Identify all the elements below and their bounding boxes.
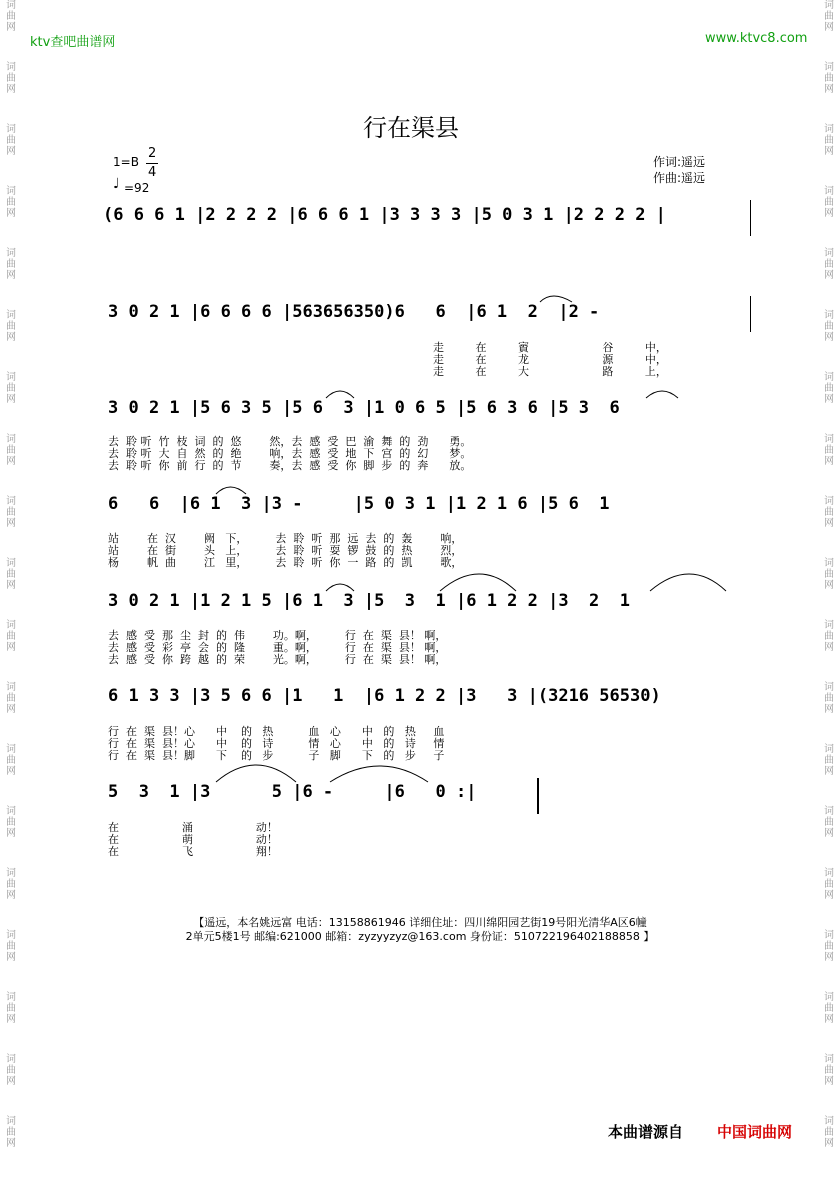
watermark-char: 网 [824, 1076, 834, 1087]
watermark-char: 网 [6, 518, 16, 529]
author-contact-footer: 【遥远，本名姚远富 电话：13158861946 详细住址：四川绵阳园艺街19号阳光清华A区6幢 2单元5楼1号 邮编:621000 邮箱：zyzyyzyz@163.com 身份证：510722196402188858 】 [185, 916, 655, 943]
watermark-char: 曲 [824, 259, 834, 270]
watermark-char: 网 [824, 146, 834, 157]
lyrics-block-1: 走 在 賨 谷 中， 走 在 龙 源 中， 走 在 大 路 上， [433, 341, 667, 378]
watermark-char: 网 [824, 890, 834, 901]
lyrics-block-6: 在 涌 动！ 在 萌 动！ 在 飞 翔！ [108, 821, 278, 858]
watermark-char: 词 [824, 744, 834, 755]
watermark-char: 曲 [6, 1065, 16, 1076]
watermark-char: 词 [824, 434, 834, 445]
watermark-char: 曲 [6, 631, 16, 642]
score-row-2: 3 0 2 1 |6 6 6 6 |563656350)6 6 |6 1 2 |2 - [108, 302, 600, 322]
lyricist-credit: 作词:遥远 [653, 155, 706, 169]
watermark-char: 网 [824, 456, 834, 467]
composer-credit: 作曲:遥远 [653, 171, 706, 185]
watermark-char: 曲 [824, 73, 834, 84]
watermark-char: 网 [824, 642, 834, 653]
watermark-char: 曲 [6, 383, 16, 394]
watermark-char: 网 [6, 1138, 16, 1149]
watermark-char: 网 [824, 208, 834, 219]
watermark-char: 曲 [6, 693, 16, 704]
watermark-char: 词 [824, 682, 834, 693]
watermark-char: 词 [6, 1054, 16, 1065]
watermark-char: 曲 [6, 73, 16, 84]
site-url-right[interactable]: www.ktvc8.com [705, 31, 808, 46]
slur [326, 584, 354, 591]
watermark-char: 词 [6, 930, 16, 941]
score-row-1: (6 6 6 1 |2 2 2 2 |6 6 6 1 |3 3 3 3 |5 0 3 1 |2 2 2 2 | [103, 205, 666, 225]
watermark-char: 网 [824, 332, 834, 343]
watermark-char: 曲 [6, 1003, 16, 1014]
watermark-char: 词 [824, 186, 834, 197]
watermark-char: 曲 [824, 1127, 834, 1138]
watermark-char: 词 [824, 496, 834, 507]
watermark-char: 词 [6, 434, 16, 445]
watermark-char: 曲 [824, 383, 834, 394]
score-row-7: 5 3 1 |3 5 |6 - |6 0 :| [108, 782, 477, 802]
time-signature-top: 2 [148, 146, 157, 161]
lyrics-block-3: 站 在 汉 阙 下， 去 聆 听 那 远 去 的 轰 响， 站 在 街 头 上， 去 聆 听 耍 锣 鼓 的 热 烈， 杨 帆 曲 江 里， 去 聆 听 你 一 路 的 凯 歌， [108, 532, 463, 569]
watermark-char: 曲 [824, 569, 834, 580]
watermark-char: 曲 [6, 135, 16, 146]
watermark-char: 词 [824, 868, 834, 879]
watermark-char: 曲 [824, 507, 834, 518]
watermark-char: 词 [824, 992, 834, 1003]
watermark-char: 词 [824, 806, 834, 817]
watermark-char: 曲 [824, 1003, 834, 1014]
score-row-4: 6 6 |6 1 3 |3 - |5 0 3 1 |1 2 1 6 |5 6 1 [108, 494, 610, 514]
watermark-char: 网 [6, 704, 16, 715]
watermark-char: 词 [824, 124, 834, 135]
watermark-char: 词 [6, 62, 16, 73]
watermark-char: 网 [824, 270, 834, 281]
watermark-char: 曲 [824, 135, 834, 146]
tempo-marking: =92 [124, 181, 150, 195]
watermark-char: 词 [6, 124, 16, 135]
watermark-char: 网 [6, 828, 16, 839]
watermark-char: 网 [824, 766, 834, 777]
watermark-char: 曲 [6, 1127, 16, 1138]
watermark-char: 曲 [824, 755, 834, 766]
lyrics-block-5: 行 在 渠 县！心 中 的 热 血 心 中 的 热 血 行 在 渠 县！心 中 的 诗 情 心 中 的 诗 情 行 在 渠 县！脚 下 的 步 子 脚 下 的 步 子 [108, 725, 445, 762]
watermark-char: 网 [824, 84, 834, 95]
watermark-char: 网 [824, 828, 834, 839]
slur [646, 391, 678, 398]
watermark-char: 词 [824, 1054, 834, 1065]
watermark-char: 词 [6, 310, 16, 321]
watermark-char: 词 [6, 372, 16, 383]
watermark-char: 网 [6, 456, 16, 467]
watermark-char: 曲 [6, 259, 16, 270]
watermark-char: 网 [824, 22, 834, 33]
watermark-char: 网 [824, 580, 834, 591]
watermark-char: 网 [6, 146, 16, 157]
watermark-char: 网 [824, 1014, 834, 1025]
slur [650, 574, 726, 591]
watermark-char: 网 [824, 952, 834, 963]
watermark-char: 词 [824, 1116, 834, 1127]
watermark-char: 网 [6, 580, 16, 591]
watermark-char: 曲 [6, 941, 16, 952]
watermark-char: 网 [824, 1138, 834, 1149]
watermark-char: 词 [824, 930, 834, 941]
watermark-char: 词 [824, 372, 834, 383]
lyrics-block-4: 去 感 受 那 尘 封 的 伟 功。啊， 行 在 渠 县！ 啊， 去 感 受 彩 亭 会 的 隆 重。啊， 行 在 渠 县！ 啊， 去 感 受 你 跨 越 的 荣 光。啊， 行 在 渠 县！ 啊， [108, 629, 447, 666]
watermark-char: 曲 [824, 321, 834, 332]
watermark-char: 曲 [824, 941, 834, 952]
watermark-char: 曲 [6, 817, 16, 828]
watermark-char: 词 [6, 620, 16, 631]
watermark-char: 曲 [6, 445, 16, 456]
slur [216, 765, 296, 782]
quarter-note-icon: ♩ [113, 176, 120, 192]
watermark-char: 曲 [6, 507, 16, 518]
watermark-char: 词 [6, 992, 16, 1003]
watermark-char: 曲 [824, 11, 834, 22]
watermark-char: 曲 [6, 11, 16, 22]
watermark-char: 词 [6, 1116, 16, 1127]
watermark-char: 曲 [824, 1065, 834, 1076]
score-row-6: 6 1 3 3 |3 5 6 6 |1 1 |6 1 2 2 |3 3 |(3216 56530) [108, 686, 661, 706]
watermark-char: 词 [6, 186, 16, 197]
watermark-char: 曲 [6, 321, 16, 332]
watermark-char: 词 [824, 310, 834, 321]
watermark-char: 词 [6, 558, 16, 569]
watermark-char: 网 [6, 332, 16, 343]
watermark-char: 曲 [824, 197, 834, 208]
watermark-char: 网 [6, 1076, 16, 1087]
watermark-char: 网 [6, 84, 16, 95]
watermark-char: 曲 [6, 197, 16, 208]
source-site-link[interactable]: 中国词曲网 [717, 1123, 793, 1141]
watermark-char: 曲 [6, 569, 16, 580]
watermark-char: 词 [6, 806, 16, 817]
watermark-char: 词 [824, 248, 834, 259]
watermark-char: 词 [824, 558, 834, 569]
watermark-char: 网 [6, 642, 16, 653]
watermark-char: 词 [6, 496, 16, 507]
slur [326, 391, 354, 398]
watermark-char: 网 [824, 394, 834, 405]
watermark-char: 曲 [824, 879, 834, 890]
watermark-char: 网 [6, 394, 16, 405]
watermark-char: 词 [6, 0, 16, 11]
watermark-char: 网 [6, 22, 16, 33]
watermark-char: 词 [824, 62, 834, 73]
source-label: 本曲谱源自 [608, 1123, 684, 1141]
song-title: 行在渠县 [363, 114, 459, 142]
watermark-char: 词 [6, 868, 16, 879]
slur [216, 487, 246, 494]
watermark-char: 曲 [824, 817, 834, 828]
time-signature-bottom: 4 [148, 165, 157, 180]
watermark-char: 网 [6, 952, 16, 963]
watermark-char: 词 [6, 248, 16, 259]
watermark-char: 网 [6, 766, 16, 777]
watermark-char: 曲 [824, 445, 834, 456]
watermark-char: 网 [6, 208, 16, 219]
watermark-char: 词 [824, 0, 834, 11]
watermark-char: 曲 [6, 755, 16, 766]
key-signature: 1=B [113, 155, 139, 169]
watermark-char: 网 [824, 704, 834, 715]
lyrics-block-2: 去 聆 听 竹 枝 词 的 悠 然，去 感 受 巴 渝 舞 的 劲 勇。 去 聆 听 大 自 然 的 绝 响，去 感 受 地 下 宫 的 幻 梦。 去 聆 听 你 前 行 的 节 奏，去 感 受 你 脚 步 的 奔 放。 [108, 435, 472, 472]
watermark-char: 词 [824, 620, 834, 631]
watermark-char: 网 [6, 1014, 16, 1025]
watermark-char: 曲 [6, 879, 16, 890]
watermark-char: 词 [6, 682, 16, 693]
score-row-3: 3 0 2 1 |5 6 3 5 |5 6 3 |1 0 6 5 |5 6 3 6 |5 3 6 [108, 398, 620, 418]
slur [440, 574, 516, 591]
watermark-char: 网 [824, 518, 834, 529]
score-row-5: 3 0 2 1 |1 2 1 5 |6 1 3 |5 3 1 |6 1 2 2 |3 2 1 [108, 591, 630, 611]
slur [540, 296, 572, 302]
site-name-left[interactable]: ktv查吧曲谱网 [30, 35, 116, 50]
watermark-char: 曲 [824, 631, 834, 642]
slur [330, 766, 428, 782]
watermark-char: 网 [6, 270, 16, 281]
watermark-char: 词 [6, 744, 16, 755]
watermark-char: 曲 [824, 693, 834, 704]
watermark-char: 网 [6, 890, 16, 901]
